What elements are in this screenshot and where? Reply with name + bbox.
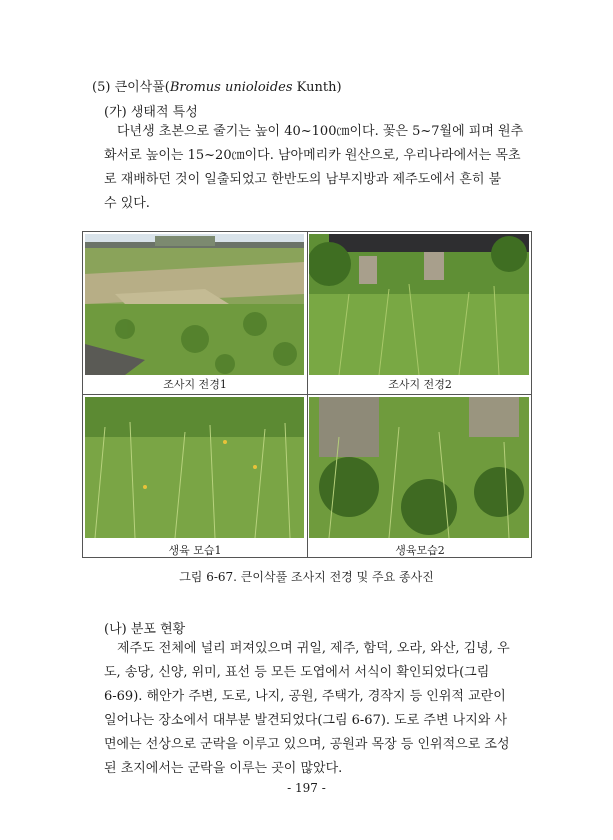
paragraph-line: 6-69). 해안가 주변, 도로, 나지, 공원, 주택가, 경작지 등 인위적 교란이: [104, 689, 506, 704]
photo-caption: 생육모습2: [395, 544, 445, 557]
photo-table: [82, 231, 532, 558]
photo-growth-form-2: [309, 397, 529, 538]
paragraph-line: 면에는 선상으로 군락을 이루고 있으며, 공원과 목장 등 인위적으로 조성: [104, 737, 510, 752]
photo-survey-site-1: [85, 234, 304, 375]
section-number: (5): [92, 80, 111, 95]
paragraph-line: 제주도 전체에 널리 퍼져있으며 귀일, 제주, 함덕, 오라, 와산, 김녕, 우: [117, 641, 510, 656]
table-divider-horizontal: [83, 394, 531, 395]
page-number: - 197 -: [287, 781, 326, 795]
subsection-title-distribution: (나) 분포 현황: [104, 622, 186, 637]
distribution-paragraph: [104, 637, 534, 781]
photo-growth-form-1: [85, 397, 304, 538]
ecology-paragraph: [104, 120, 534, 216]
species-scientific-name: Bromus unioloides: [169, 80, 293, 95]
paragraph-line: 다년생 초본으로 줄기는 높이 40~100㎝이다. 꽃은 5~7월에 피며 원추: [117, 124, 524, 139]
photo-survey-site-2: [309, 234, 529, 375]
species-author: Kunth: [296, 80, 337, 95]
paragraph-line: 로 재배하던 것이 일출되었고 한반도의 남부지방과 제주도에서 흔히 불: [104, 172, 502, 187]
paragraph-line: 화서로 높이는 15~20㎝이다. 남아메리카 원산으로, 우리나라에서는 목초: [104, 148, 521, 163]
photo-caption: 생육 모습1: [168, 544, 222, 557]
paragraph-line: 수 있다.: [104, 196, 150, 211]
figure-caption: 그림 6-67. 큰이삭풀 조사지 전경 및 주요 종사진: [179, 570, 434, 584]
paragraph-line: 된 초지에서는 군락을 이루는 곳이 많았다.: [104, 761, 343, 776]
subsection-title-ecology: (가) 생태적 특성: [104, 105, 198, 120]
section-heading: (5) 큰이삭풀(Bromus unioloides Kunth): [92, 80, 342, 95]
paragraph-line: 도, 송당, 신양, 위미, 표선 등 모든 도엽에서 서식이 확인되었다(그림: [104, 665, 490, 680]
species-korean-name: 큰이삭풀: [114, 80, 165, 95]
photo-caption: 조사지 전경1: [163, 378, 227, 391]
paragraph-line: 일어나는 장소에서 대부분 발견되었다(그림 6-67). 도로 주변 나지와 사: [104, 713, 508, 728]
photo-caption: 조사지 전경2: [388, 378, 452, 391]
